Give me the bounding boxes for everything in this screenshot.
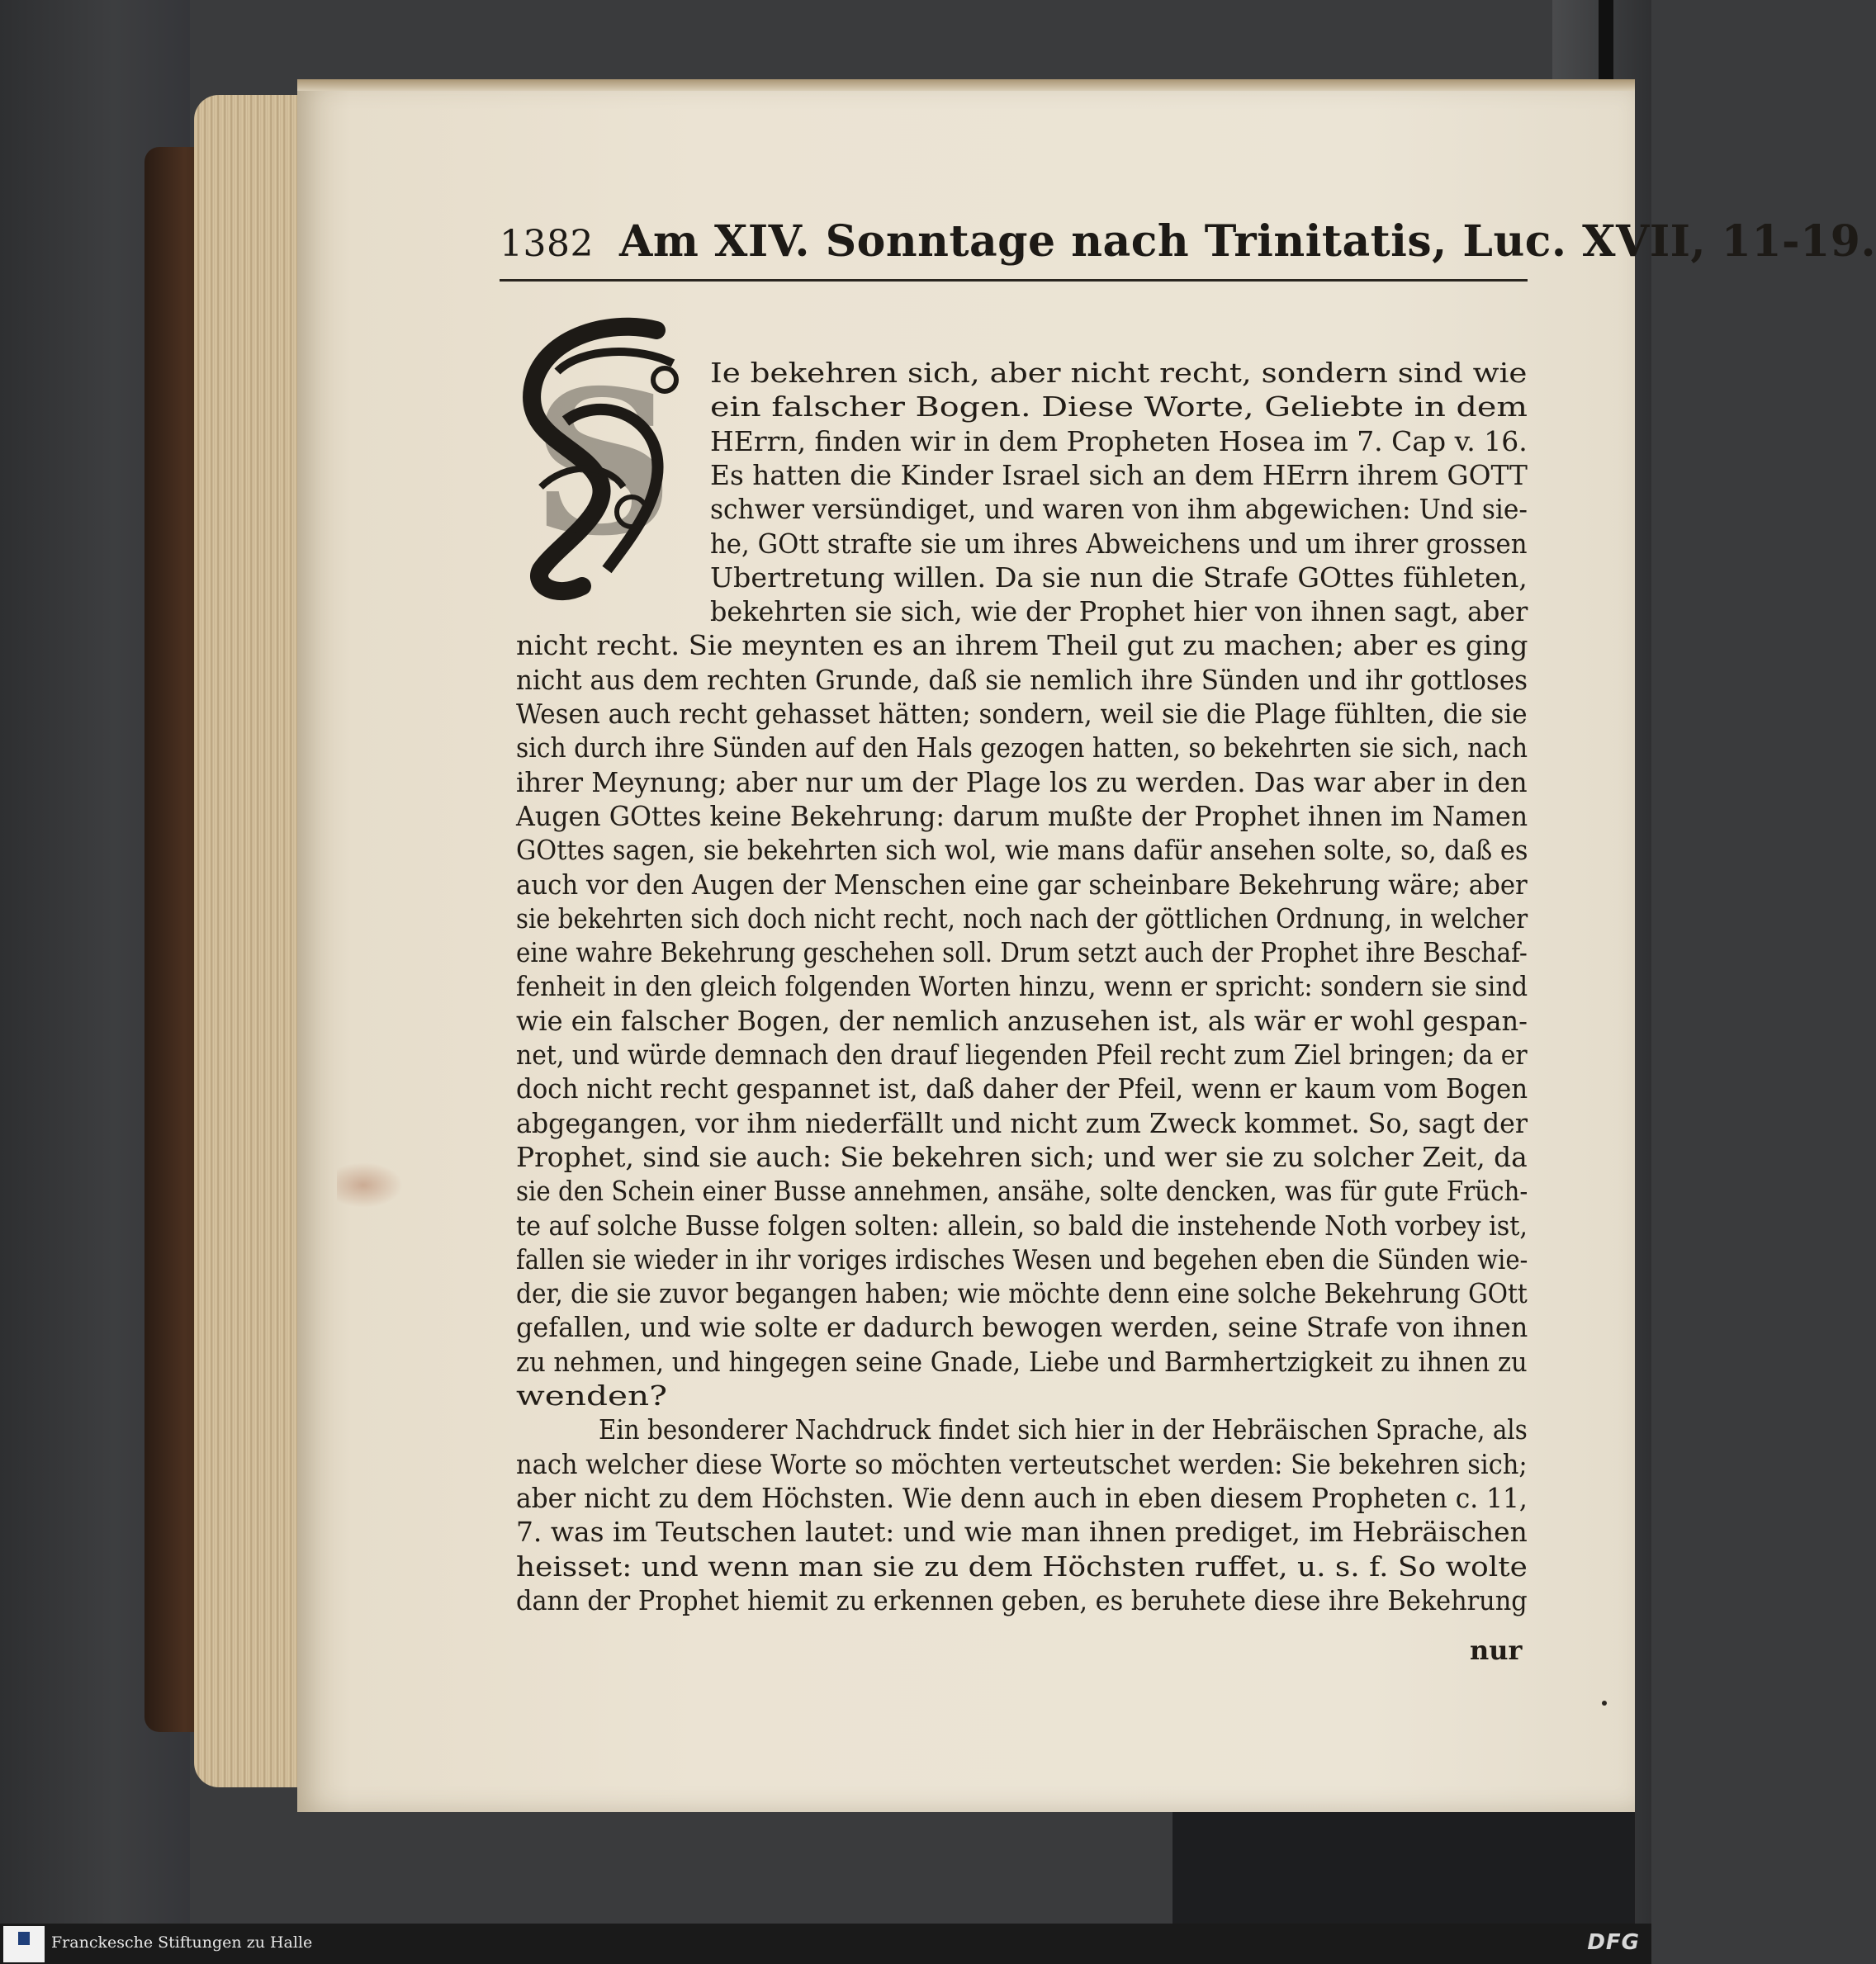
text-line: bekehrten sie sich, wie der Prophet hier von ihnen sagt, aber bbox=[710, 596, 1528, 628]
text-line: Ie bekehren sich, aber nicht recht, sondern sind wie bbox=[710, 357, 1528, 389]
text-line: HErrn, finden wir in dem Propheten Hosea im 7. Cap v. 16. bbox=[710, 425, 1528, 457]
text-line: Ubertretung willen. Da sie nun die Strafe GOttes fühleten, bbox=[710, 561, 1528, 594]
text-line: nicht recht. Sie meynten es an ihrem Theil gut zu machen; aber es ging bbox=[516, 630, 1528, 662]
page-number: 1382 bbox=[500, 223, 594, 265]
text-line: wenden? bbox=[516, 1380, 667, 1412]
text-line: heisset: und wenn man sie zu dem Höchsten ruffet, u. s. f. So wolte bbox=[516, 1550, 1528, 1583]
text-line: net, und würde demnach den drauf liegenden Pfeil recht zum Ziel bringen; da er bbox=[516, 1039, 1528, 1071]
dfg-logo: DFG bbox=[1587, 1930, 1640, 1955]
page-top-edge bbox=[297, 79, 1635, 91]
text-line: Wesen auch recht gehasset hätten; sondern, weil sie die Plage fühlten, die sie bbox=[516, 698, 1528, 730]
text-line: eine wahre Bekehrung geschehen soll. Drum setzt auch der Prophet ihre Beschaf- bbox=[516, 937, 1528, 969]
margin-mark bbox=[1602, 1701, 1607, 1706]
text-line: Es hatten die Kinder Israel sich an dem HErrn ihrem GOTT bbox=[710, 459, 1528, 491]
running-head bbox=[500, 216, 1876, 274]
institution-logo-icon bbox=[18, 1932, 30, 1945]
text-line: fallen sie wieder in ihr voriges irdisches Wesen und begehen eben die Sünden wie- bbox=[516, 1243, 1528, 1275]
text-line: aber nicht zu dem Höchsten. Wie denn auch in eben diesem Propheten c. 11, bbox=[516, 1482, 1528, 1514]
footer-institution: Franckesche Stiftungen zu Halle bbox=[51, 1933, 313, 1952]
text-line: nach welcher diese Worte so möchten verteutschet werden: Sie bekehren sich; bbox=[516, 1448, 1528, 1480]
text-line: sie bekehrten sich doch nicht recht, noch nach der göttlichen Ordnung, in welcher bbox=[516, 902, 1528, 935]
catchword: nur bbox=[1470, 1635, 1523, 1666]
text-line: auch vor den Augen der Menschen eine gar scheinbare Bekehrung wäre; aber bbox=[516, 868, 1528, 901]
text-line: Prophet, sind sie auch: Sie bekehren sich; und wer sie zu solcher Zeit, da bbox=[516, 1141, 1528, 1173]
text-line: der, die sie zuvor begangen haben; wie möchte denn eine solche Bekehrung GOtt bbox=[516, 1278, 1528, 1310]
text-line: abgegangen, vor ihm niederfällt und nicht zum Zweck kommet. So, sagt der bbox=[516, 1107, 1528, 1139]
text-line: gefallen, und wie solte er dadurch bewogen werden, seine Strafe von ihnen bbox=[516, 1312, 1528, 1344]
text-line: ein falscher Bogen. Diese Worte, Geliebte in dem bbox=[710, 391, 1528, 424]
text-line: dann der Prophet hiemit zu erkennen geben, es beruhete diese ihre Bekehrung bbox=[516, 1584, 1528, 1616]
page-edges bbox=[194, 95, 310, 1787]
text-line: sie den Schein einer Busse annehmen, ansähe, solte dencken, was für gute Früch- bbox=[516, 1176, 1528, 1208]
text-line: zu nehmen, und hingegen seine Gnade, Liebe und Barmhertzigkeit zu ihnen zu bbox=[516, 1346, 1528, 1378]
text-line: wie ein falscher Bogen, der nemlich anzusehen ist, als wär er wohl gespan- bbox=[516, 1005, 1528, 1037]
text-line: Augen GOttes keine Bekehrung: darum mußte der Prophet ihnen im Namen bbox=[516, 800, 1528, 832]
text-line: he, GOtt strafte sie um ihres Abweichens und um ihrer grossen bbox=[710, 528, 1528, 560]
paper-stain bbox=[337, 1162, 403, 1208]
running-head-title: Am XIV. Sonntage nach Trinitatis, Luc. XVII, 11-19. bbox=[619, 216, 1876, 267]
ornamental-drop-cap bbox=[508, 322, 698, 603]
text-line: GOttes sagen, sie bekehrten sich wol, wie mans dafür ansehen solte, so, daß es bbox=[516, 835, 1528, 867]
text-line: nicht aus dem rechten Grunde, daß sie nemlich ihre Sünden und ihr gottloses bbox=[516, 664, 1528, 696]
text-line: te auf solche Busse folgen solten: allein, so bald die instehende Noth vorbey ist, bbox=[516, 1209, 1528, 1242]
text-line: doch nicht recht gespannet ist, daß daher der Pfeil, wenn er kaum vom Bogen bbox=[516, 1073, 1528, 1105]
drop-cap-letter: S bbox=[531, 347, 675, 580]
text-line: Ein besonderer Nachdruck findet sich hier in der Hebräischen Sprache, als bbox=[599, 1414, 1528, 1446]
running-head-rule bbox=[500, 279, 1528, 282]
scanner-background-bottom bbox=[1172, 1800, 1635, 1924]
text-line: ihrer Meynung; aber nur um der Plage los zu werden. Das war aber in den bbox=[516, 766, 1528, 798]
text-line: 7. was im Teutschen lautet: und wie man ihnen prediget, im Hebräischen bbox=[516, 1517, 1528, 1549]
text-line: fenheit in den gleich folgenden Worten hinzu, wenn er spricht: sondern sie sind bbox=[516, 971, 1528, 1003]
text-line: sich durch ihre Sünden auf den Hals gezogen hatten, so bekehrten sie sich, nach bbox=[516, 732, 1528, 764]
text-line: schwer versündiget, und waren von ihm abgewichen: Und sie- bbox=[710, 494, 1528, 526]
